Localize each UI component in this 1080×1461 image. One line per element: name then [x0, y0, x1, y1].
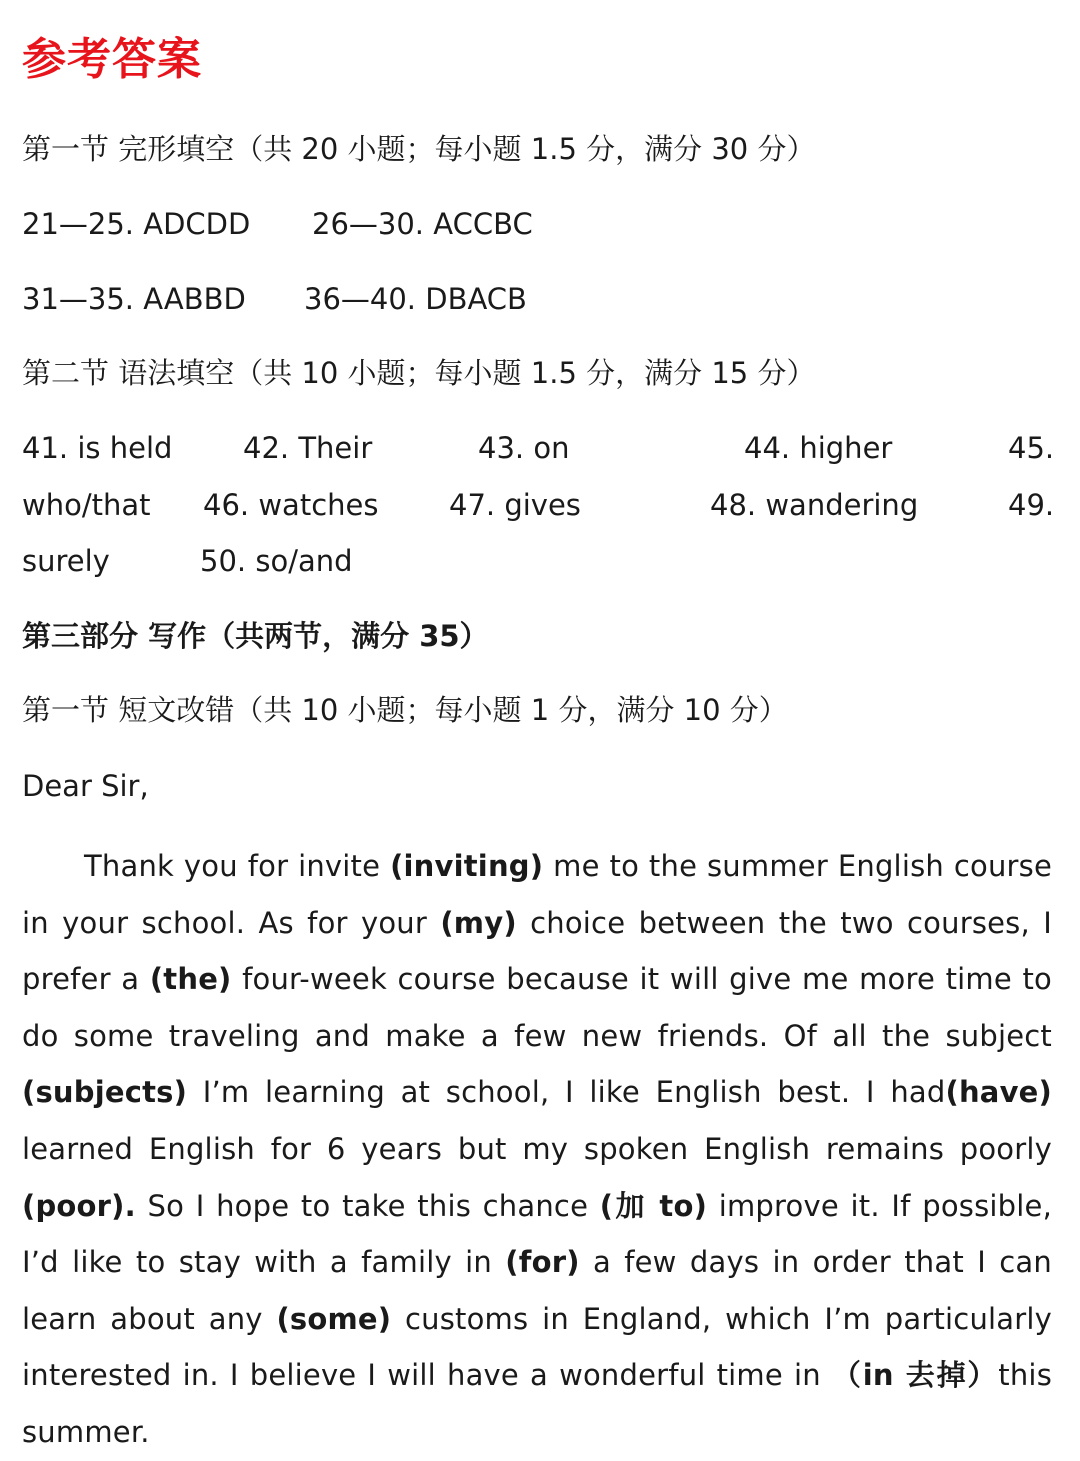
correction-mark: (加 to) — [599, 1188, 708, 1223]
correction-mark: （in 去掉） — [831, 1358, 999, 1393]
part3-heading: 第三部分 写作（共两节，满分 35） — [22, 619, 489, 653]
correction-mark: (some) — [276, 1301, 392, 1336]
answer-48: 48. wandering — [710, 488, 919, 522]
letter-body — [22, 838, 1052, 1461]
letter-text: four-week course because it will give me more time to do some traveling and make a few new friends. Of all the subject — [22, 962, 1052, 1053]
letter-greeting: Dear Sir, — [22, 769, 149, 803]
answer-44: 44. higher — [744, 431, 893, 465]
letter-text: I’m learning at school, I like English best. I had — [187, 1075, 946, 1110]
letter-text: this summer. — [22, 1358, 1052, 1449]
correction-mark: (the) — [149, 962, 232, 997]
answer-41: 41. is held — [22, 431, 173, 465]
letter-text: Thank you for invite — [84, 849, 391, 883]
correction-mark: (for) — [505, 1245, 580, 1280]
letter-text: choice between the two courses, I prefer a — [22, 905, 1053, 997]
answer-45: who/that — [22, 488, 151, 522]
letter-text: customs in England, which I’m particularly interested in. I believe I will have a wonderful time in — [22, 1301, 1052, 1393]
answer-47: 47. gives — [449, 488, 581, 522]
answer-46: 46. watches — [203, 488, 379, 522]
letter-text: learned English for 6 years but my spoken English remains poorly — [22, 1131, 1052, 1166]
letter-text: a few days in order that I can learn about any — [22, 1245, 1052, 1336]
answer-21-25: 21—25. ADCDD — [22, 207, 251, 241]
answer-43: 43. on — [478, 431, 570, 465]
page-title: 参考答案 — [22, 34, 202, 85]
correction-mark: (poor). — [22, 1188, 136, 1223]
correction-mark: (my) — [440, 905, 517, 940]
answer-31-35: 31—35. AABBD — [22, 282, 246, 316]
answer-42: 42. Their — [243, 431, 373, 465]
section3-heading: 第一节 短文改错（共 10 小题；每小题 1 分，满分 10 分） — [22, 693, 788, 727]
letter-text: improve it. If possible, I’d like to stay with a family in — [22, 1188, 1052, 1280]
answer-49-label: 49. — [1008, 488, 1055, 522]
answer-36-40: 36—40. DBACB — [304, 282, 527, 316]
answer-45-label: 45. — [1008, 431, 1055, 465]
section2-heading: 第二节 语法填空（共 10 小题；每小题 1.5 分，满分 15 分） — [22, 356, 816, 390]
correction-mark: (subjects) — [22, 1075, 188, 1110]
answer-50: 50. so/and — [200, 544, 353, 578]
answer-49: surely — [22, 544, 110, 578]
correction-mark: (have) — [945, 1075, 1052, 1110]
section1-heading: 第一节 完形填空（共 20 小题；每小题 1.5 分，满分 30 分） — [22, 132, 816, 166]
letter-text: So I hope to take this chance — [135, 1188, 600, 1223]
answer-26-30: 26—30. ACCBC — [312, 207, 533, 241]
letter-text: me to the summer English course in your school. As for your — [22, 849, 1053, 940]
correction-mark: (inviting) — [390, 849, 544, 883]
